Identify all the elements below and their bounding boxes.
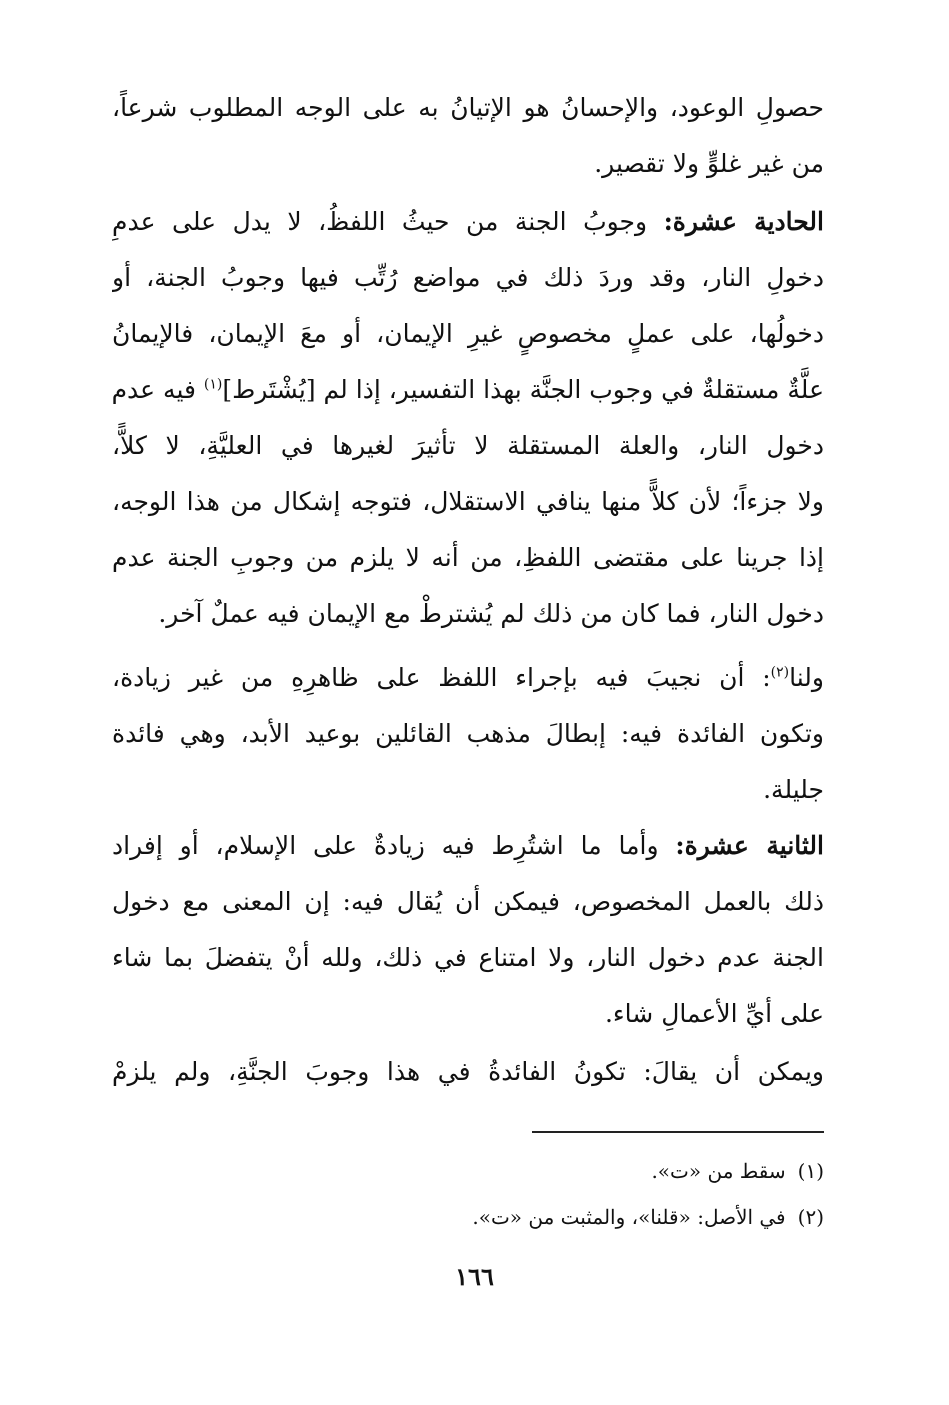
text-fragment: علَّةٌ مستقلةٌ في وجوب الجنَّة بهذا التفسير، إذا لم [يُشْتَرط]	[222, 375, 824, 404]
footnote-marker: (٢)	[770, 664, 790, 681]
text-line: حصولِ الوعود، والإحسانُ هو الإتيانُ به على الوجه المطلوب شرعاً،	[112, 93, 824, 122]
text-line: ذلك بالعمل المخصوص، فيمكن أن يُقال فيه: إن المعنى مع دخول	[112, 887, 824, 916]
text-fragment: ولنا	[789, 663, 824, 692]
text-fragment: وجوبُ الجنة من حيثُ اللفظُ، لا يدل على عدمِ	[112, 207, 648, 236]
text-line: دخولُها، على عملٍ مخصوصٍ غيرِ الإيمان، أو معَ الإيمان، فالإيمانُ	[112, 319, 824, 348]
footnote-item	[112, 1194, 824, 1240]
text-line: من غير غلوٍّ ولا تقصير.	[594, 149, 824, 178]
text-line	[112, 362, 824, 418]
text-line: وتكون الفائدة فيه: إبطالَ مذهب القائلين بوعيد الأبد، وهي فائدة	[112, 719, 824, 748]
text-line	[112, 818, 824, 874]
text-line: إذا جرينا على مقتضى اللفظِ، من أنه لا يلزم من وجوبِ الجنة عدم	[112, 543, 824, 572]
text-line: جليلة.	[763, 775, 824, 804]
text-line: ولا جزءاً؛ لأن كلاًّ منها ينافي الاستقلال، فتوجه إشكال من هذا الوجه،	[112, 487, 824, 516]
section-heading: الحادية عشرة:	[663, 207, 824, 236]
footnote-number: (١)	[797, 1159, 824, 1183]
section-heading: الثانية عشرة:	[675, 831, 824, 860]
text-line	[112, 650, 824, 706]
footnote-text: في الأصل: «قلنا»، والمثبت من «ت».	[472, 1205, 786, 1229]
footnote-text: سقط من «ت».	[651, 1159, 786, 1183]
text-line: على أيِّ الأعمالِ شاء.	[604, 999, 824, 1028]
paragraph-3	[112, 650, 824, 818]
text-fragment: فيه عدم	[112, 375, 196, 404]
footnote-marker: (١)	[203, 376, 223, 393]
text-fragment: وأما ما اشتُرِط فيه زيادةٌ على الإسلام، أو إفراد	[112, 831, 659, 860]
footnote-divider	[532, 1131, 824, 1133]
footnotes	[112, 1148, 824, 1240]
text-line	[112, 194, 824, 250]
footnote-item	[112, 1148, 824, 1194]
text-line: الجنة عدم دخول النار، ولا امتناع في ذلك، ولله أنْ يتفضلَ بما شاء	[112, 943, 824, 972]
footnote-number: (٢)	[797, 1205, 824, 1229]
paragraph-4	[112, 818, 824, 1042]
text-line: دخول النار، والعلة المستقلة لا تأثيرَ لغيرها في العليَّةِ، لا كلاًّ،	[112, 431, 824, 460]
text-line: دخول النار، فما كان من ذلك لم يُشترطْ مع الإيمان فيه عملٌ آخر.	[158, 599, 824, 628]
text-line: دخولِ النار، وقد وردَ ذلك في مواضع رُتِّب فيها وجوبُ الجنة، أو	[112, 263, 824, 292]
paragraph-5	[112, 1044, 824, 1100]
page-number: ١٦٦	[455, 1262, 494, 1291]
text-line: ويمكن أن يقالَ: تكونُ الفائدةُ في هذا وجوبَ الجنَّةِ، ولم يلزمْ	[112, 1057, 824, 1086]
paragraph-2	[112, 194, 824, 642]
text-fragment: : أن نجيبَ فيه بإجراء اللفظ على ظاهرِهِ من غير زيادة،	[112, 663, 771, 692]
paragraph-1	[112, 80, 824, 192]
